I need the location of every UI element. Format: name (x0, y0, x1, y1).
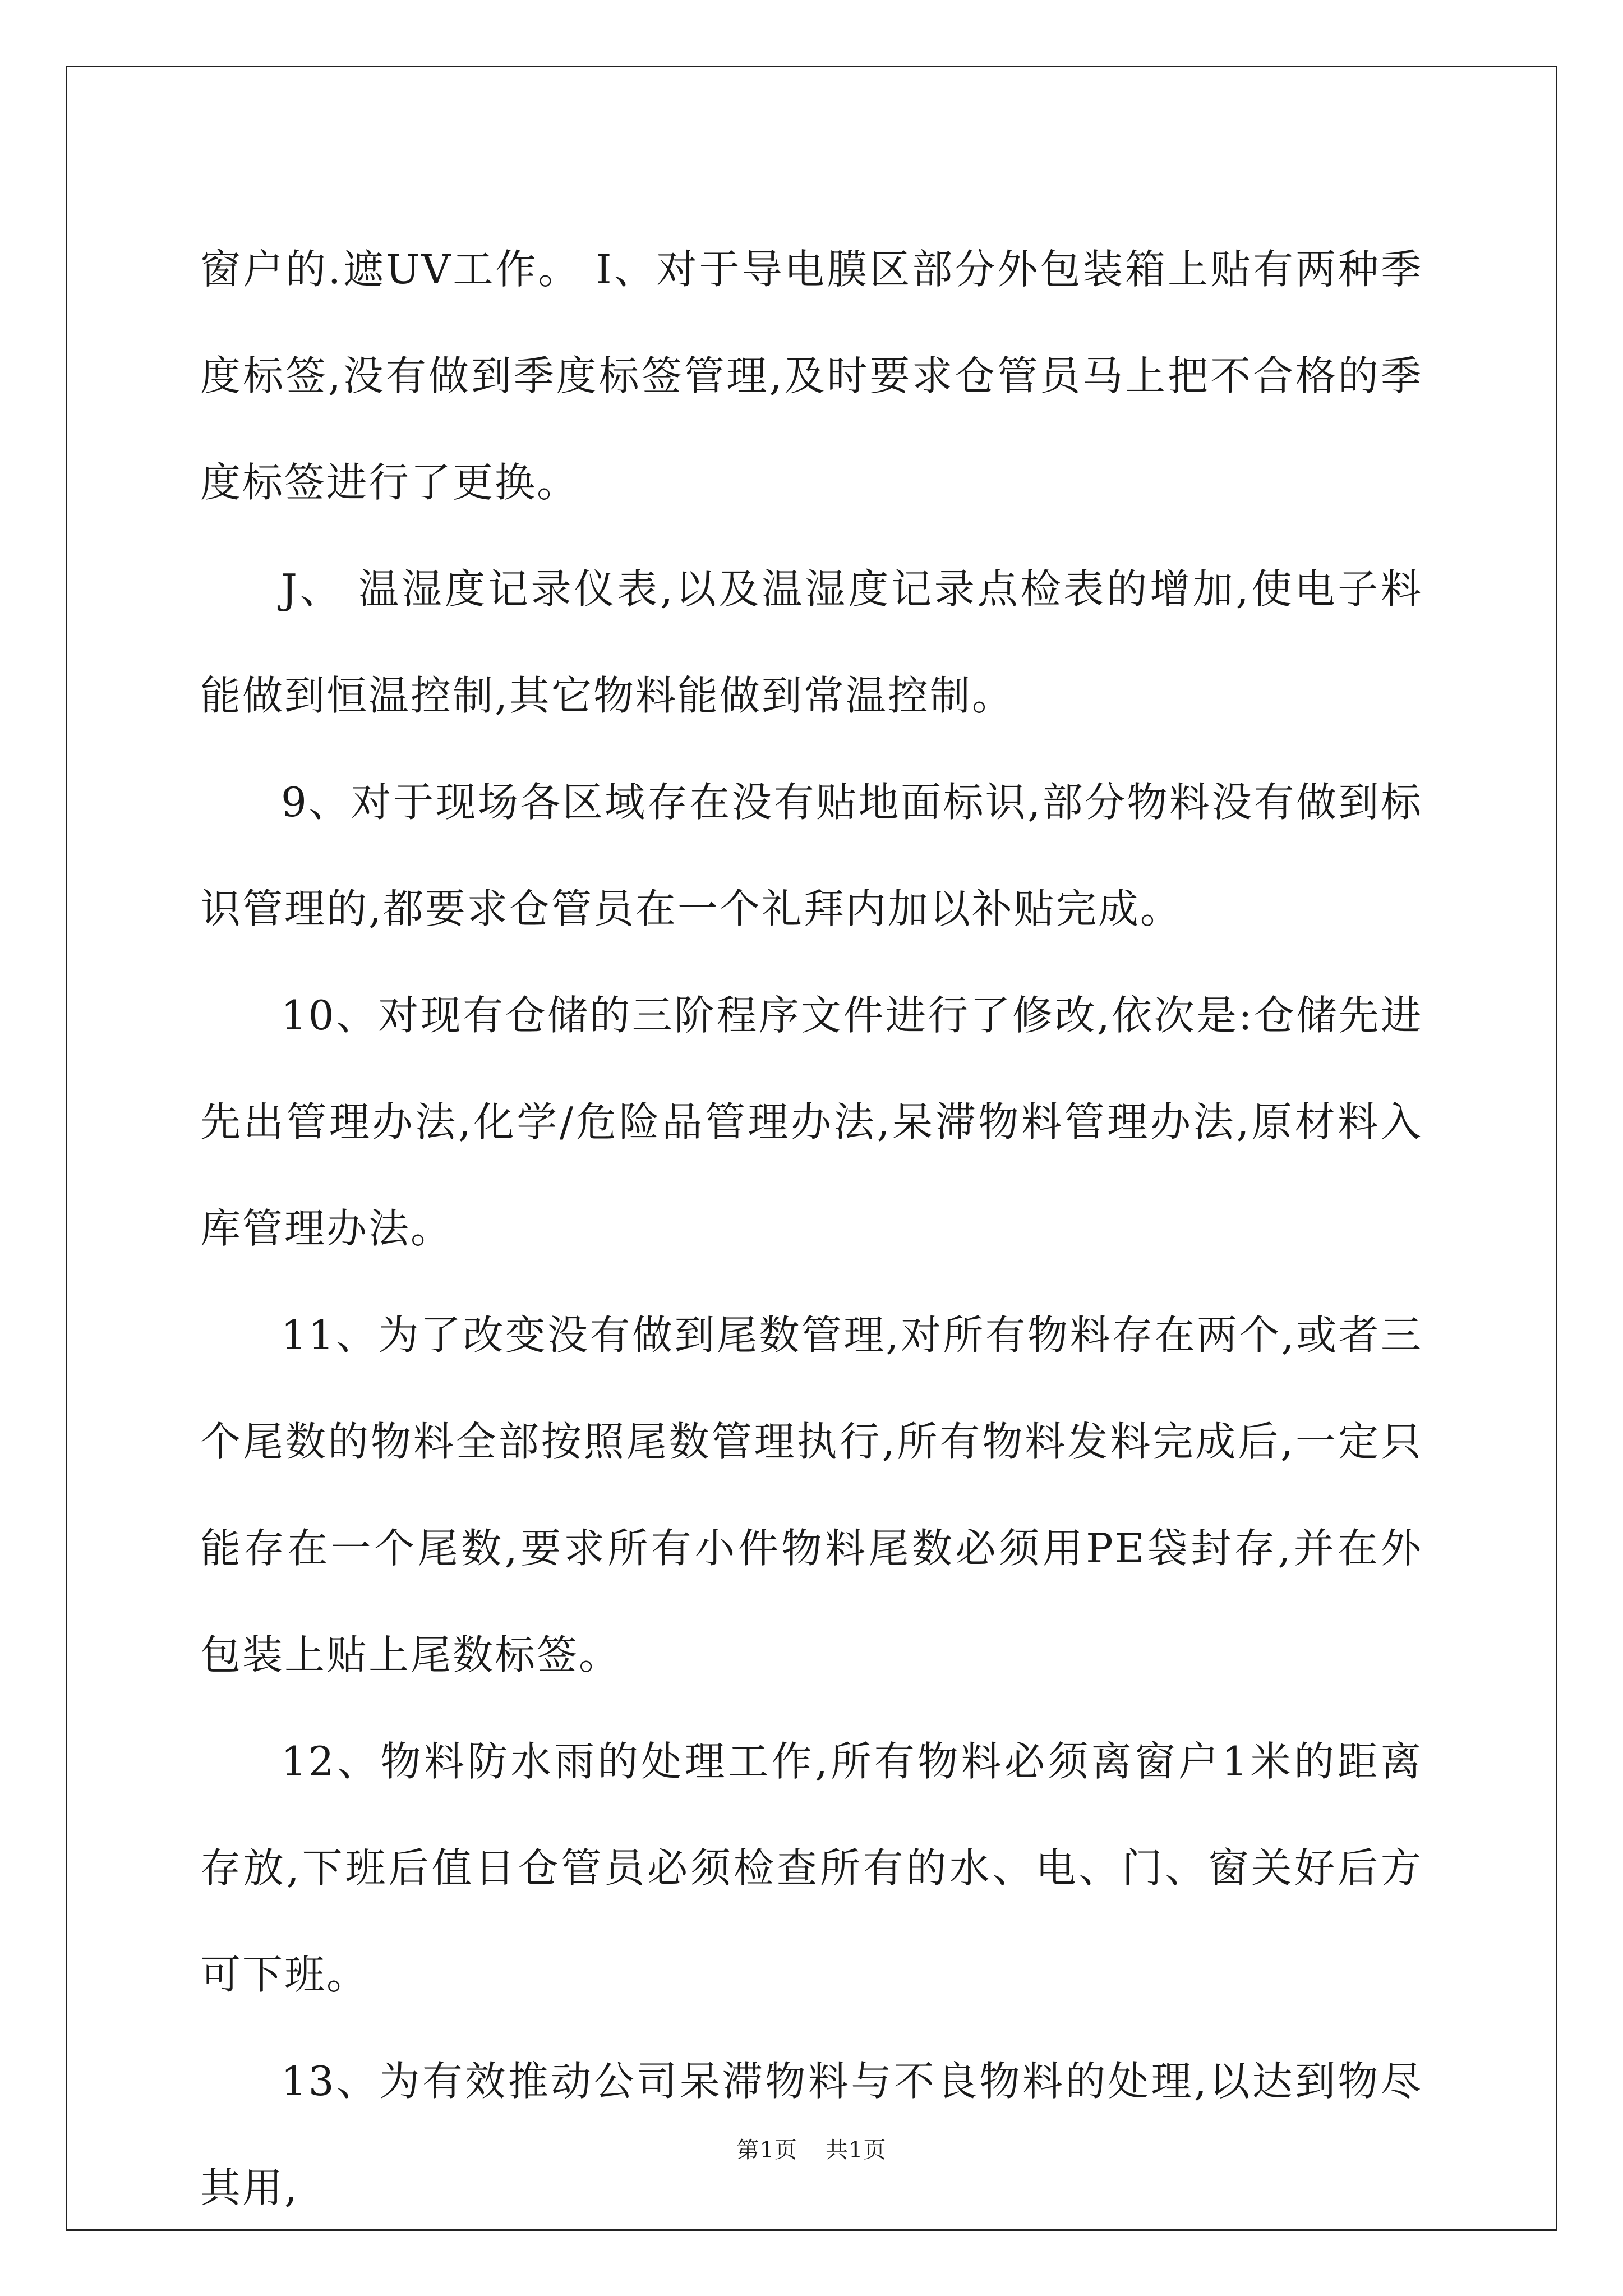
paragraph-continuation: 窗户的.遮UV工作。 I、对于导电膜区部分外包装箱上贴有两种季度标签,没有做到季度标签管理,及时要求仓管员马上把不合格的季度标签进行了更换。 (200, 246, 1423, 506)
page-number: 第1页 (736, 2137, 797, 2163)
paragraph-item-13: 13、为有效推动公司呆滞物料与不良物料的处理,以达到物尽其用, (200, 2058, 1423, 2211)
paragraph-item-j: J、 温湿度记录仪表,以及温湿度记录点检表的增加,使电子料能做到恒温控制,其它物料能做到常温控制。 (200, 565, 1423, 719)
paragraph-item-12: 12、物料防水雨的处理工作,所有物料必须离窗户1米的距离存放,下班后值日仓管员必须检查所有的水、电、门、窗关好后方可下班。 (200, 1738, 1423, 1998)
paragraph-item-10: 10、对现有仓储的三阶程序文件进行了修改,依次是:仓储先进先出管理办法,化学/危险品管理办法,呆滞物料管理办法,原材料入库管理办法。 (200, 992, 1423, 1252)
paragraph-item-9: 9、对于现场各区域存在没有贴地面标识,部分物料没有做到标识管理的,都要求仓管员在一个礼拜内加以补贴完成。 (200, 779, 1423, 932)
document-body (200, 216, 1423, 2241)
page-footer (0, 2136, 1623, 2164)
page-total: 共1页 (826, 2137, 887, 2163)
paragraph-item-11: 11、为了改变没有做到尾数管理,对所有物料存在两个,或者三个尾数的物料全部按照尾数管理执行,所有物料发料完成后,一定只能存在一个尾数,要求所有小件物料尾数必须用PE袋封存,并在外包装上贴上尾数标签。 (200, 1312, 1423, 1678)
